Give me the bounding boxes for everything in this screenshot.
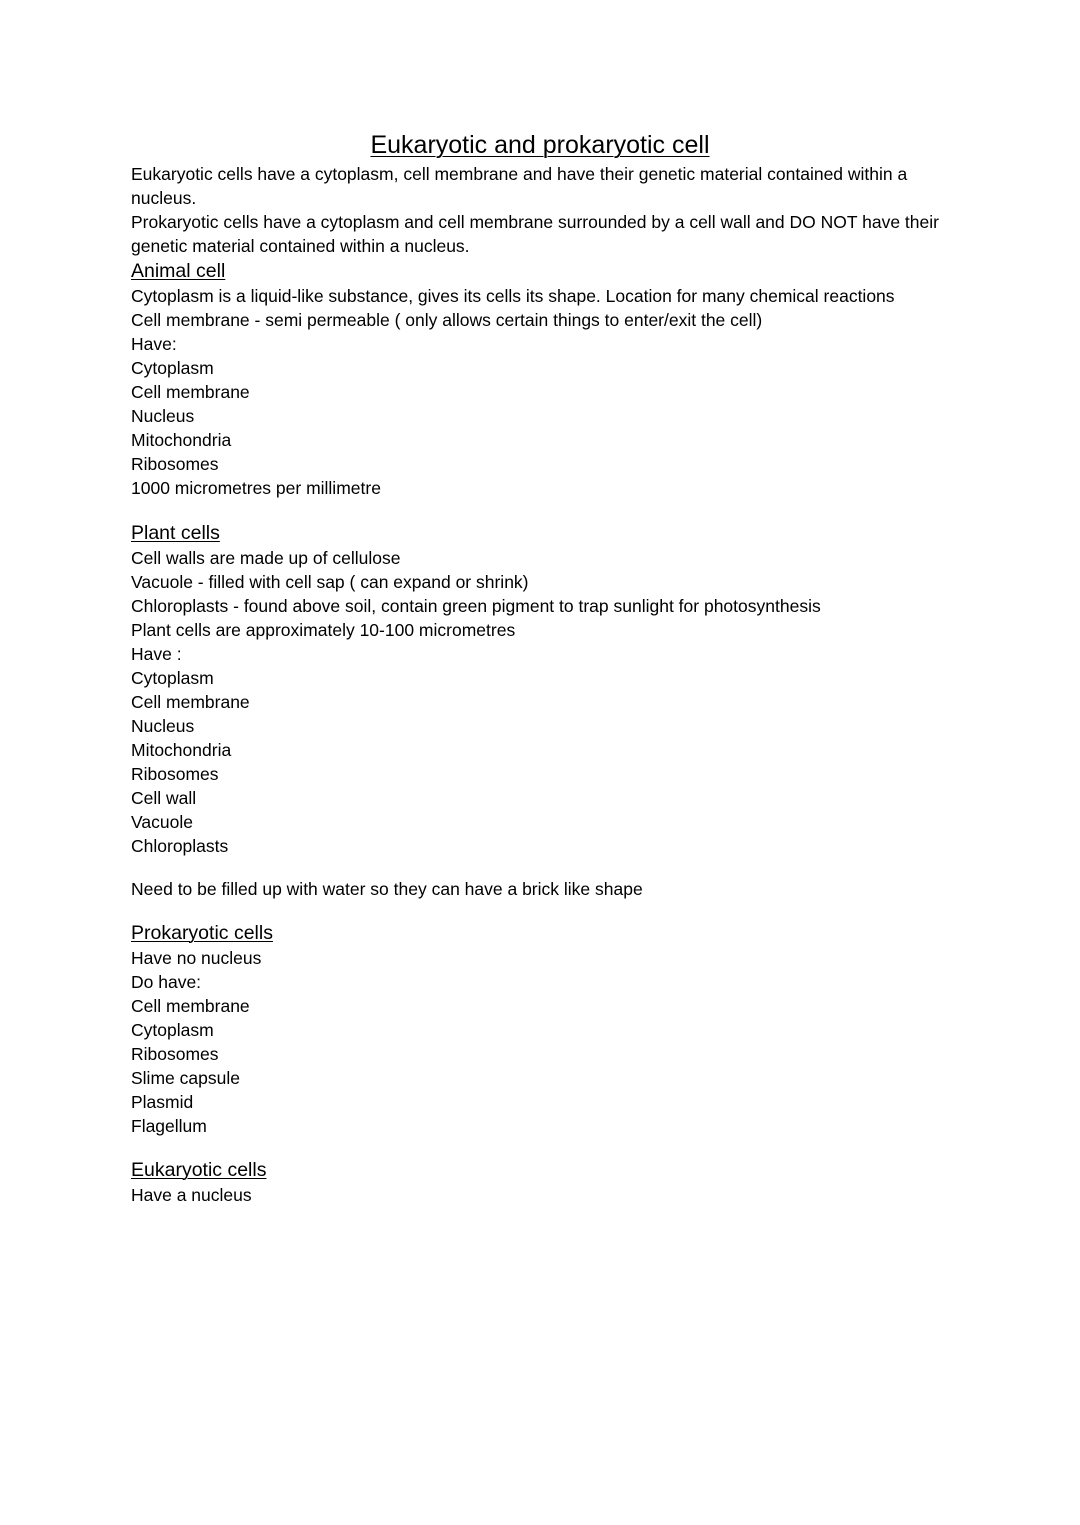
plant-cell-line: Have : bbox=[131, 644, 182, 664]
animal-cell-line: Nucleus bbox=[131, 406, 195, 426]
document-page bbox=[131, 128, 951, 1207]
prokaryotic-cells-line: Ribosomes bbox=[131, 1044, 219, 1064]
animal-cell-line: Have: bbox=[131, 334, 177, 354]
spacer bbox=[131, 901, 951, 920]
plant-cell-note: Need to be filled up with water so they can have a brick like shape bbox=[131, 879, 643, 899]
plant-cell-line: Plant cells are approximately 10-100 micrometres bbox=[131, 620, 516, 640]
prokaryotic-cells-heading: Prokaryotic cells bbox=[131, 922, 273, 944]
animal-cell-line: 1000 micrometres per millimetre bbox=[131, 478, 381, 498]
spacer bbox=[131, 858, 951, 877]
animal-cell-list bbox=[131, 284, 951, 500]
plant-cell-line: Cell walls are made up of cellulose bbox=[131, 548, 401, 568]
animal-cell-line: Ribosomes bbox=[131, 454, 219, 474]
intro-eukaryotic-paragraph: Eukaryotic cells have a cytoplasm, cell membrane and have their genetic material contained within a nucleus. bbox=[131, 164, 908, 208]
plant-cell-line: Nucleus bbox=[131, 716, 195, 736]
eukaryotic-cells-section bbox=[131, 1157, 951, 1207]
prokaryotic-cells-line: Slime capsule bbox=[131, 1068, 240, 1088]
spacer bbox=[131, 1138, 951, 1157]
eukaryotic-cells-line: Have a nucleus bbox=[131, 1185, 252, 1205]
plant-cell-line: Vacuole bbox=[131, 812, 193, 832]
plant-cell-line: Vacuole - filled with cell sap ( can expand or shrink) bbox=[131, 572, 529, 592]
spacer bbox=[131, 500, 951, 520]
animal-cell-line: Cytoplasm bbox=[131, 358, 214, 378]
eukaryotic-cells-heading: Eukaryotic cells bbox=[131, 1159, 267, 1181]
animal-cell-line: Cytoplasm is a liquid-like substance, gives its cells its shape. Location for many chemical reactions bbox=[131, 286, 895, 306]
animal-cell-line: Cell membrane bbox=[131, 382, 250, 402]
prokaryotic-cells-line: Have no nucleus bbox=[131, 948, 262, 968]
prokaryotic-cells-line: Flagellum bbox=[131, 1116, 207, 1136]
intro-prokaryotic-paragraph: Prokaryotic cells have a cytoplasm and cell membrane surrounded by a cell wall and DO NOT have their genetic material contained within a nucleus. bbox=[131, 212, 939, 256]
prokaryotic-cells-section bbox=[131, 920, 951, 1138]
page-title: Eukaryotic and prokaryotic cell bbox=[370, 131, 710, 159]
prokaryotic-cells-line: Cell membrane bbox=[131, 996, 250, 1016]
prokaryotic-cells-line: Plasmid bbox=[131, 1092, 194, 1112]
plant-cell-line: Ribosomes bbox=[131, 764, 219, 784]
plant-cell-line: Chloroplasts - found above soil, contain green pigment to trap sunlight for photosynthesis bbox=[131, 596, 821, 616]
plant-cell-line: Cell membrane bbox=[131, 692, 250, 712]
prokaryotic-cells-list bbox=[131, 946, 951, 1138]
plant-cell-line: Mitochondria bbox=[131, 740, 232, 760]
animal-cell-heading: Animal cell bbox=[131, 260, 226, 282]
plant-cell-line: Cytoplasm bbox=[131, 668, 214, 688]
plant-cell-line: Chloroplasts bbox=[131, 836, 229, 856]
prokaryotic-cells-line: Cytoplasm bbox=[131, 1020, 214, 1040]
animal-cell-line: Mitochondria bbox=[131, 430, 232, 450]
eukaryotic-cells-list bbox=[131, 1183, 951, 1207]
plant-cell-list bbox=[131, 546, 951, 858]
prokaryotic-cells-line: Do have: bbox=[131, 972, 202, 992]
plant-cell-section bbox=[131, 520, 951, 901]
animal-cell-line: Cell membrane - semi permeable ( only allows certain things to enter/exit the cell) bbox=[131, 310, 763, 330]
plant-cell-heading: Plant cells bbox=[131, 522, 220, 544]
plant-cell-line: Cell wall bbox=[131, 788, 197, 808]
animal-cell-section bbox=[131, 258, 951, 500]
